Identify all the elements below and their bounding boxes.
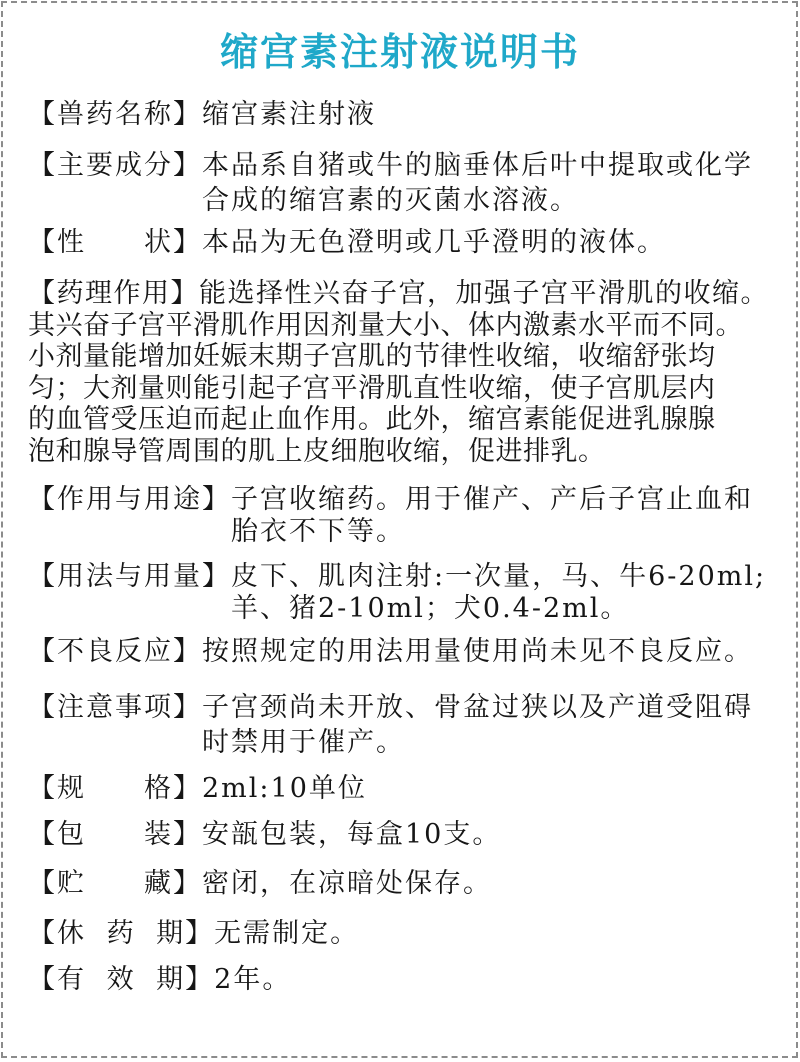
- entry-label: 【注意事项】: [28, 692, 202, 723]
- entry-text-line: 小剂量能增加妊娠末期子宫肌的节律性收缩，收缩舒张均: [28, 341, 716, 373]
- entry-label: 【性 状】: [28, 227, 202, 258]
- entry-text-line: 缩宫素注射液: [202, 99, 376, 130]
- entry-body: [231, 561, 766, 625]
- entry-label: 【用法与用量】: [28, 561, 231, 592]
- entry-body: [202, 99, 376, 131]
- entry-body: [231, 484, 753, 548]
- entry-text-line: 安瓿包装，每盒10支。: [202, 819, 502, 850]
- entry-text-line: 无需制定。: [214, 918, 360, 949]
- page-title: 缩宫素注射液说明书: [219, 30, 580, 74]
- entry-text-line: 合成的缩宫素的灭菌水溶液。: [202, 185, 579, 216]
- entry-pharmacology: [28, 278, 769, 468]
- entry-text-line: 的血管受压迫而起止血作用。此外，缩宫素能促进乳腺腺: [28, 404, 716, 436]
- entry-text-line: 其兴奋子宫平滑肌作用因剂量大小、体内激素水平而不同。: [28, 309, 743, 341]
- entry-package: [28, 819, 501, 851]
- entry-body: [214, 918, 359, 950]
- entry-label: 【包 装】: [28, 819, 202, 850]
- entry-label: 【有 效 期】: [28, 964, 215, 995]
- entry-label: 【休 药 期】: [28, 918, 215, 949]
- entry-text-line: 皮下、肌肉注射:一次量，马、牛6-20ml;: [231, 561, 767, 592]
- entry-text-line: 子宫颈尚未开放、骨盆过狭以及产道受阻碍: [202, 692, 753, 723]
- entry-indications: [28, 484, 753, 548]
- entry-label: 【主要成分】: [28, 150, 202, 181]
- entry-body: [202, 868, 492, 900]
- entry-description: [28, 227, 666, 259]
- entry-adverse-reactions: [28, 636, 753, 668]
- entry-drug-name: [28, 99, 376, 131]
- entry-specification: [28, 773, 367, 805]
- entry-text-line: 泡和腺导管周围的肌上皮细胞收缩，促进排乳。: [28, 435, 606, 467]
- entry-main-ingredients: [28, 148, 753, 218]
- entry-body: [202, 636, 753, 668]
- entry-text-line: 按照规定的用法用量使用尚未见不良反应。: [202, 636, 753, 667]
- entry-label: 【不良反应】: [28, 636, 202, 667]
- entry-label: 【药理作用】: [28, 278, 199, 309]
- entry-validity-period: [28, 964, 291, 996]
- entry-text-line: 密闭，在凉暗处保存。: [202, 868, 492, 899]
- entry-text-line: 胎衣不下等。: [231, 516, 405, 547]
- entry-body: [202, 773, 367, 805]
- entry-text-line: 2ml:10单位: [202, 773, 367, 804]
- entry-text-line: 匀；大剂量则能引起子宫平滑肌直性收缩，使子宫肌层内: [28, 372, 716, 404]
- entry-text-line: 能选择性兴奋子宫，加强子宫平滑肌的收缩。: [199, 278, 769, 309]
- entry-body: [214, 964, 291, 996]
- entry-label: 【兽药名称】: [28, 99, 202, 130]
- entry-dosage: [28, 561, 766, 625]
- entry-storage: [28, 868, 492, 900]
- entry-text-line: 2年。: [214, 964, 292, 995]
- entry-text-line: 本品为无色澄明或几乎澄明的液体。: [202, 227, 666, 258]
- entry-body: [202, 227, 666, 259]
- entry-body: [202, 819, 501, 851]
- entry-text-line: 羊、猪2-10ml；犬0.4-2ml。: [231, 593, 630, 624]
- entry-label: 【规 格】: [28, 773, 202, 804]
- entry-label: 【贮 藏】: [28, 868, 202, 899]
- entry-text-line: 时禁用于催产。: [202, 727, 405, 758]
- entry-withdrawal-period: [28, 918, 359, 950]
- entry-body: [202, 148, 753, 218]
- entry-precautions: [28, 690, 753, 760]
- entry-text-line: 本品系自猪或牛的脑垂体后叶中提取或化学: [202, 150, 753, 181]
- entry-text-line: 子宫收缩药。用于催产、产后子宫止血和: [231, 484, 753, 515]
- entry-body: [202, 690, 753, 760]
- entry-label: 【作用与用途】: [28, 484, 231, 515]
